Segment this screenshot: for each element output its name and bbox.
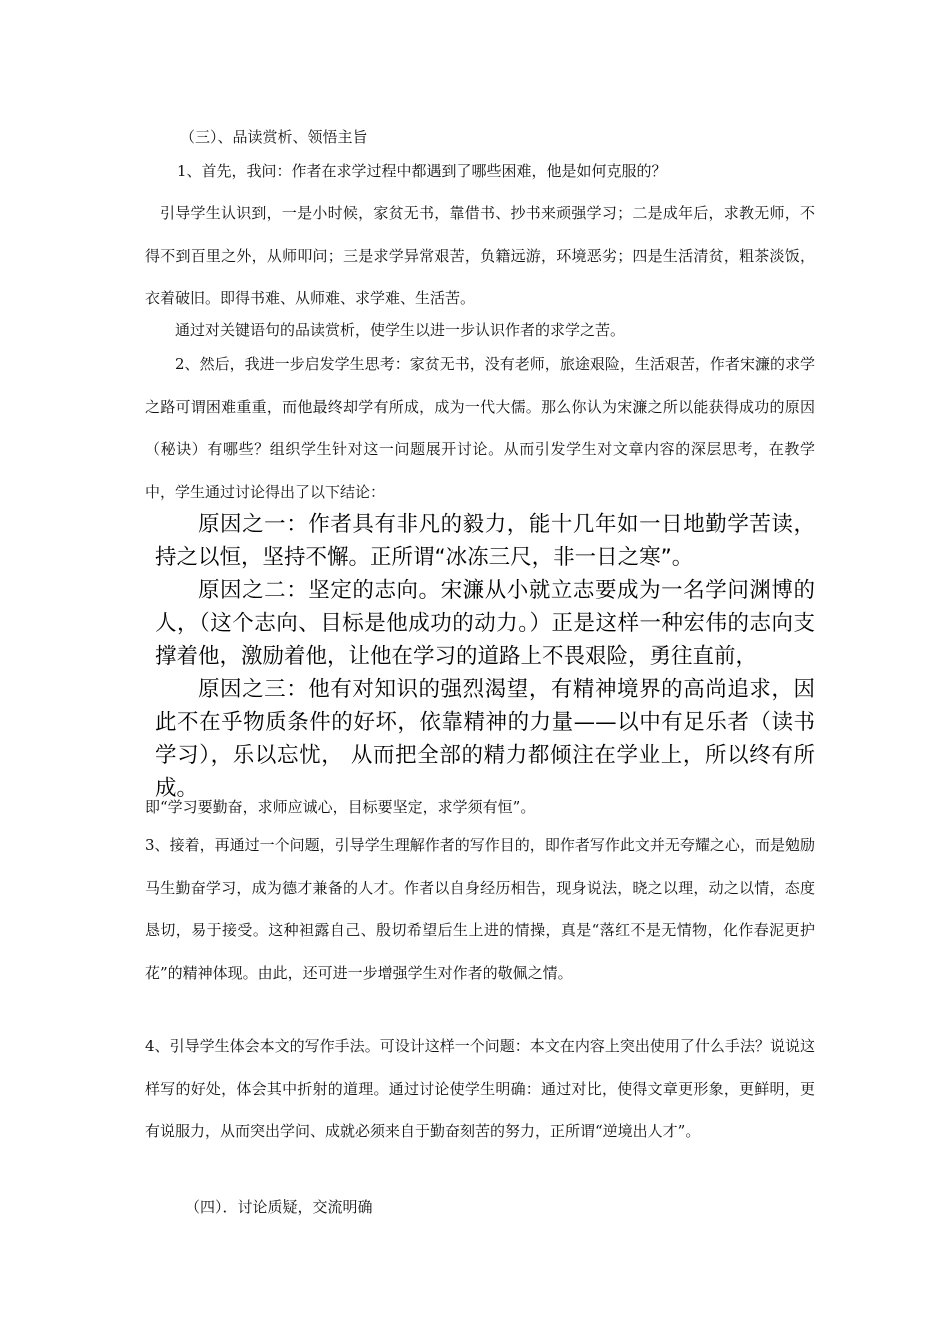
question-1: 1、首先，我问：作者在求学过程中都遇到了哪些困难，他是如何克服的？ (177, 162, 667, 180)
question-2: 2、然后，我进一步启发学生思考：家贫无书，没有老师，旅途艰险，生活艰苦，作者宋濂的求学之路可谓困难重重，而他最终却学有所成，成为一代大儒。那么你认为宋濂之所以能获得成功的原因（秘诀）有哪些？组织学生针对这一问题展开讨论。从而引发学生对文章内容的深层思考，在教学中，学生通过讨论得出了以下结论： (145, 355, 815, 501)
question-1-answer: 引导学生认识到，一是小时候，家贫无书，靠借书、抄书来顽强学习；二是成年后，求教无师，不得不到百里之外，从师叩问；三是求学异常艰苦，负籍远游，环境恶劣；四是生活清贫，粗茶淡饭，衣着破旧。即得书难、从师难、求学难、生活苦。 (145, 204, 815, 307)
question-4: 4、引导学生体会本文的写作手法。可设计这样一个问题：本文在内容上突出使用了什么手法？说说这样写的好处，体会其中折射的道理。通过讨论使学生明确：通过对比，使得文章更形象，更鲜明，更有说服力，从而突出学问、成就必须来自于勤奋刻苦的努力，正所谓“逆境出人才”。 (145, 1037, 815, 1140)
conclusion: 即“学习要勤奋，求师应诚心，目标要坚定，求学须有恒”。 (145, 798, 536, 816)
section-3-heading: （三）、品读赏析、领悟主旨 (180, 128, 368, 146)
reason-1: 原因之一：作者具有非凡的毅力，能十几年如一日地勤学苦读，持之以恒，坚持不懈。正所谓“冰冻三尺，非一日之寒”。 (155, 512, 815, 570)
question-3: 3、接着，再通过一个问题，引导学生理解作者的写作目的，即作者写作此文并无夸耀之心，而是勉励马生勤奋学习，成为德才兼备的人才。作者以自身经历相告，现身说法，晓之以理，动之以情，态度恳切，易于接受。这种袒露自己、殷切希望后生上进的情操，真是“落红不是无情物，化作春泥更护花”的精神体现。由此，还可进一步增强学生对作者的敬佩之情。 (145, 836, 815, 982)
reasons-image-block (155, 508, 815, 805)
reason-2: 原因之二：坚定的志向。宋濂从小就立志要成为一名学问渊博的人，（这个志向、目标是他成功的动力。）正是这样一种宏伟的志向支撑着他，激励着他，让他在学习的道路上不畏艰险，勇往直前， (155, 578, 815, 669)
section-4-heading: （四）．讨论质疑，交流明确 (185, 1198, 373, 1216)
reason-3: 原因之三：他有对知识的强烈渴望，有精神境界的高尚追求，因此不在乎物质条件的好坏，依靠精神的力量——以中有足乐者（读书学习），乐以忘忧， 从而把全部的精力都倾注在学业上，所以终有所成。 (155, 677, 815, 801)
question-1-summary: 通过对关键语句的品读赏析，使学生以进一步认识作者的求学之苦。 (175, 321, 626, 339)
